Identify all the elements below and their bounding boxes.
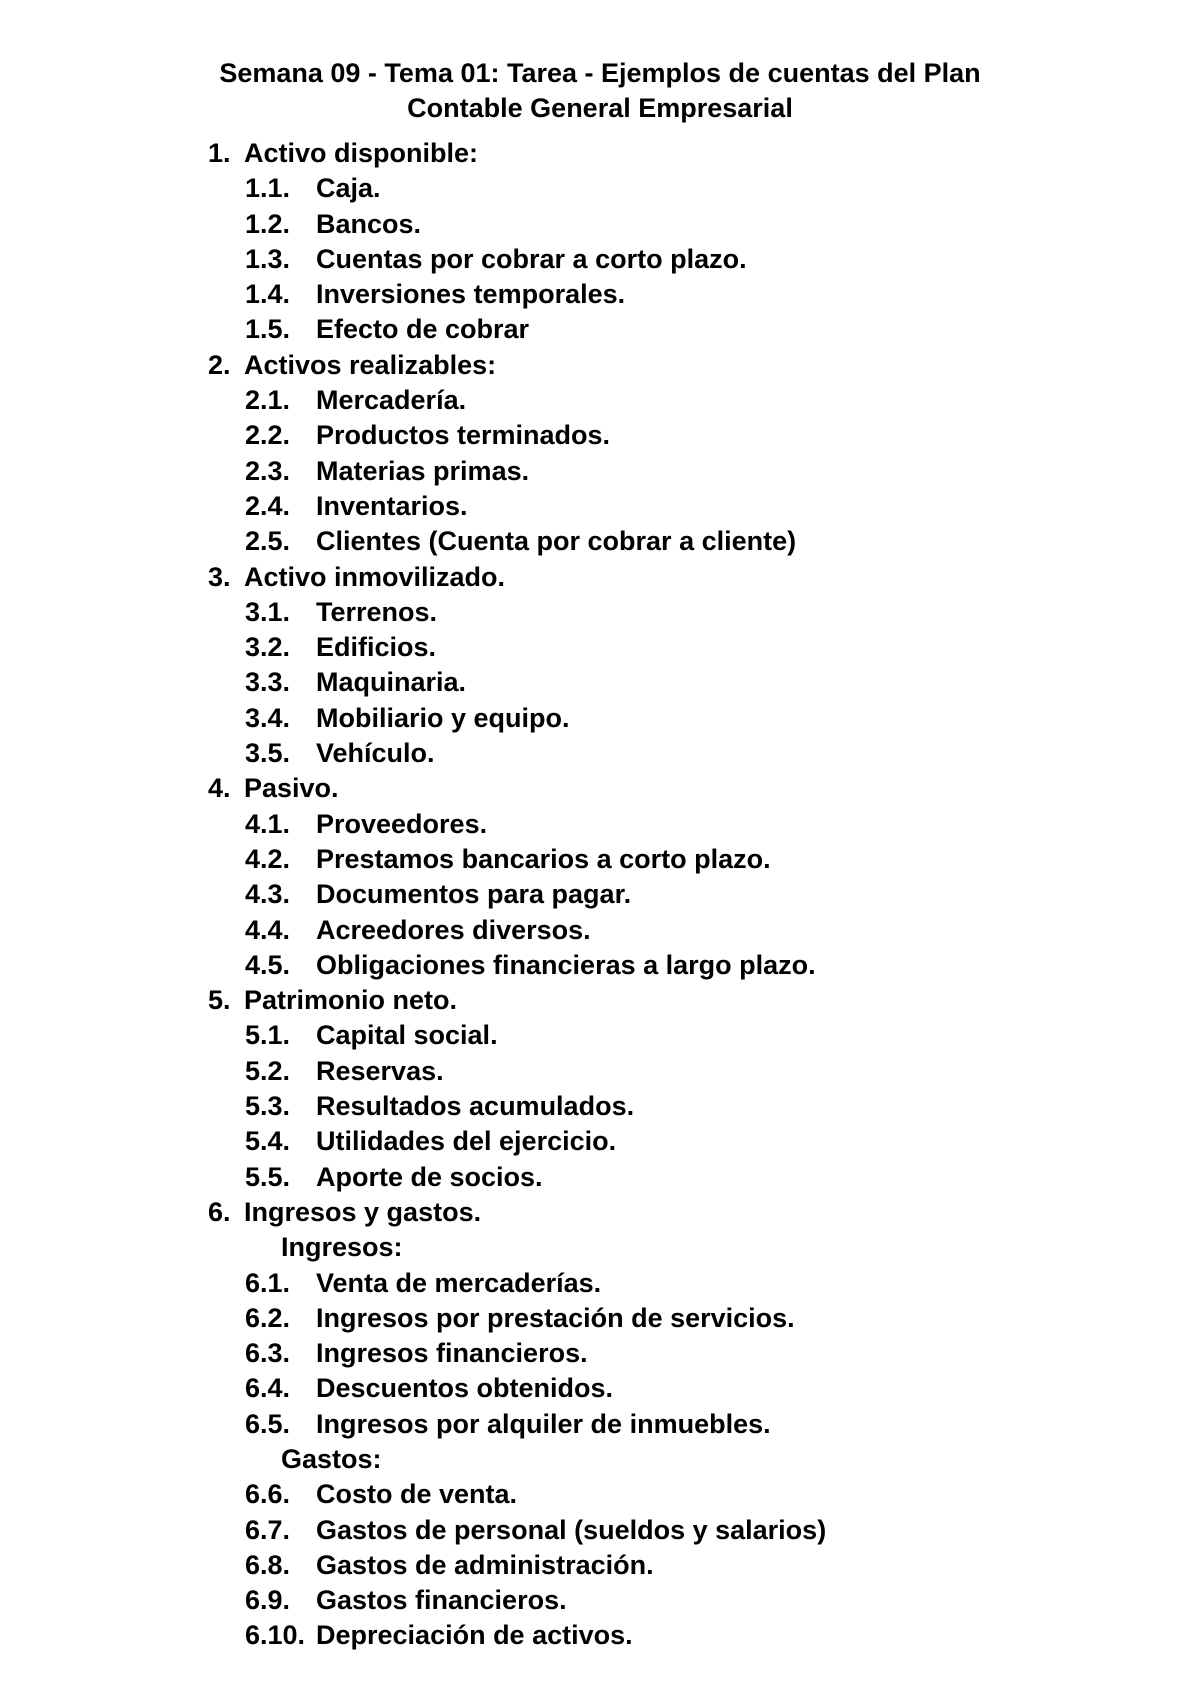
item-number: 4.5. [245, 949, 291, 980]
item-label: Mercadería. [316, 385, 467, 416]
item-number: 2.3. [245, 455, 291, 486]
item-number: 5.3. [245, 1091, 291, 1122]
item-label: Gastos de personal (sueldos y salarios) [316, 1514, 827, 1545]
item-label: Caja. [316, 173, 381, 204]
account-item [0, 1477, 1200, 1512]
account-item [0, 383, 1200, 418]
item-label: Patrimonio neto. [244, 985, 458, 1016]
document-page [0, 56, 1200, 1654]
item-label: Utilidades del ejercicio. [316, 1126, 617, 1157]
account-item [0, 807, 1200, 842]
item-number: 1. [208, 138, 231, 168]
account-item [0, 877, 1200, 912]
section-heading [0, 560, 1200, 595]
account-item [0, 630, 1200, 665]
account-item [0, 1548, 1200, 1583]
item-label: Materias primas. [316, 455, 530, 486]
section-heading [0, 136, 1200, 171]
section-heading [0, 983, 1200, 1018]
account-outline-list [0, 136, 1200, 1654]
account-item [0, 1513, 1200, 1548]
item-number: 6.7. [245, 1514, 291, 1545]
item-label: Descuentos obtenidos. [316, 1373, 614, 1404]
document-title [0, 56, 1200, 126]
item-label: Productos terminados. [316, 420, 611, 451]
item-number: 2.2. [245, 420, 291, 451]
account-item [0, 312, 1200, 347]
item-number: 6.4. [245, 1373, 291, 1404]
account-item [0, 1407, 1200, 1442]
account-item [0, 913, 1200, 948]
account-item [0, 418, 1200, 453]
item-label: Maquinaria. [316, 667, 467, 698]
account-item [0, 736, 1200, 771]
item-number: 4. [208, 773, 231, 804]
item-number: 5.5. [245, 1161, 291, 1192]
item-label: Documentos para pagar. [316, 879, 632, 910]
account-item [0, 1266, 1200, 1301]
account-item [0, 1371, 1200, 1406]
subgroup-label [0, 1442, 1200, 1477]
section-heading [0, 348, 1200, 383]
account-item [0, 701, 1200, 736]
item-number: 3. [208, 561, 231, 592]
account-item [0, 1089, 1200, 1124]
item-number: 3.1. [245, 596, 291, 627]
item-label: Gastos: [281, 1443, 382, 1474]
account-item [0, 1124, 1200, 1159]
item-number: 6.1. [245, 1267, 291, 1298]
item-label: Reservas. [316, 1055, 444, 1086]
item-number: 5.4. [245, 1126, 291, 1157]
account-item [0, 1618, 1200, 1653]
item-number: 4.1. [245, 808, 291, 839]
item-number: 2. [208, 349, 231, 380]
item-label: Obligaciones financieras a largo plazo. [316, 949, 816, 980]
item-label: Vehículo. [316, 738, 435, 769]
item-label: Acreedores diversos. [316, 914, 591, 945]
item-label: Ingresos y gastos. [244, 1196, 482, 1227]
section-heading [0, 771, 1200, 806]
item-label: Terrenos. [316, 596, 438, 627]
item-label: Activo inmovilizado. [244, 561, 506, 592]
item-label: Edificios. [316, 632, 437, 663]
item-label: Gastos de administración. [316, 1549, 654, 1580]
item-label: Venta de mercaderías. [316, 1267, 602, 1298]
item-label: Proveedores. [316, 808, 488, 839]
item-label: Inventarios. [316, 490, 468, 521]
account-item [0, 1054, 1200, 1089]
subgroup-label [0, 1230, 1200, 1265]
item-label: Activo disponible: [244, 138, 479, 168]
item-label: Cuentas por cobrar a corto plazo. [316, 243, 747, 274]
item-number: 5. [208, 985, 231, 1016]
item-number: 3.2. [245, 632, 291, 663]
section-heading [0, 1195, 1200, 1230]
item-label: Prestamos bancarios a corto plazo. [316, 843, 771, 874]
account-item [0, 842, 1200, 877]
item-number: 2.1. [245, 385, 291, 416]
account-item [0, 207, 1200, 242]
item-number: 3.5. [245, 738, 291, 769]
item-number: 4.3. [245, 879, 291, 910]
title-line-1: Semana 09 - Tema 01: Tarea - Ejemplos de cuentas del Plan [219, 58, 981, 88]
item-label: Gastos financieros. [316, 1585, 567, 1616]
item-label: Depreciación de activos. [316, 1620, 633, 1651]
account-item [0, 171, 1200, 206]
item-label: Mobiliario y equipo. [316, 702, 570, 733]
item-label: Bancos. [316, 208, 422, 239]
item-number: 6.6. [245, 1479, 291, 1510]
item-number: 1.5. [245, 314, 291, 345]
item-number: 1.1. [245, 173, 291, 204]
item-number: 1.3. [245, 243, 291, 274]
item-label: Resultados acumulados. [316, 1091, 635, 1122]
account-item [0, 1583, 1200, 1618]
item-number: 6.5. [245, 1408, 291, 1439]
account-item [0, 277, 1200, 312]
item-number: 2.5. [245, 526, 291, 557]
item-label: Aporte de socios. [316, 1161, 543, 1192]
account-item [0, 665, 1200, 700]
item-number: 1.2. [245, 208, 291, 239]
account-item [0, 489, 1200, 524]
item-number: 3.3. [245, 667, 291, 698]
account-item [0, 1160, 1200, 1195]
item-number: 5.1. [245, 1020, 291, 1051]
account-item [0, 242, 1200, 277]
item-number: 6.9. [245, 1585, 291, 1616]
item-label: Efecto de cobrar [316, 314, 530, 345]
item-label: Activos realizables: [244, 349, 497, 380]
item-number: 6. [208, 1196, 231, 1227]
item-number: 6.10. [245, 1620, 306, 1651]
item-label: Inversiones temporales. [316, 279, 626, 310]
item-number: 4.2. [245, 843, 291, 874]
item-label: Costo de venta. [316, 1479, 518, 1510]
account-item [0, 948, 1200, 983]
item-number: 2.4. [245, 490, 291, 521]
item-number: 5.2. [245, 1055, 291, 1086]
item-number: 3.4. [245, 702, 291, 733]
account-item [0, 1018, 1200, 1053]
item-label: Pasivo. [244, 773, 339, 804]
account-item [0, 524, 1200, 559]
item-label: Ingresos financieros. [316, 1338, 588, 1369]
item-label: Ingresos por alquiler de inmuebles. [316, 1408, 771, 1439]
item-number: 6.2. [245, 1302, 291, 1333]
item-number: 4.4. [245, 914, 291, 945]
account-item [0, 454, 1200, 489]
item-label: Ingresos: [281, 1232, 403, 1263]
account-item [0, 1336, 1200, 1371]
item-number: 6.3. [245, 1338, 291, 1369]
account-item [0, 595, 1200, 630]
item-number: 1.4. [245, 279, 291, 310]
item-number: 6.8. [245, 1549, 291, 1580]
title-line-2: Contable General Empresarial [407, 93, 793, 123]
item-label: Ingresos por prestación de servicios. [316, 1302, 795, 1333]
account-item [0, 1301, 1200, 1336]
item-label: Clientes (Cuenta por cobrar a cliente) [316, 526, 797, 557]
item-label: Capital social. [316, 1020, 498, 1051]
